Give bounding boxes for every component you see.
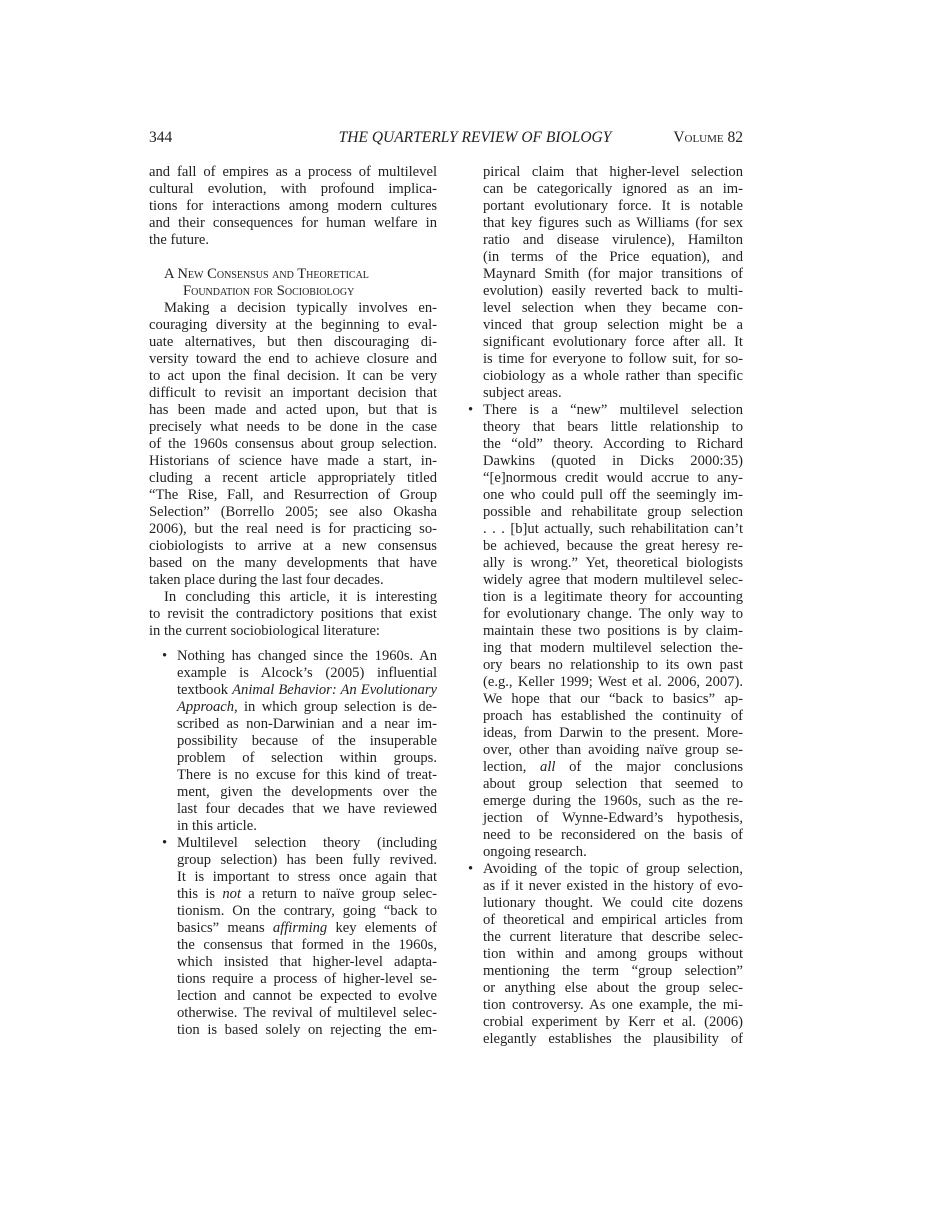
bullet-icon: • <box>468 402 474 418</box>
page-number: 344 <box>149 129 173 146</box>
bullet-icon: • <box>162 648 168 664</box>
left-column <box>149 164 437 1039</box>
journal-title: THE QUARTERLY REVIEW OF BIOLOGY <box>338 129 612 146</box>
list-item: • Multilevel selection theory (including group selection) has been fully revived. It is important to stress once again that this is not a return to naïve group selec- tionism. On the contrary, going “back to basics” means affirming key elements of the consensus that formed in the 1960s, which insisted that higher-level adapta- tions require a process of higher-level se- lection and cannot be expected to evolve otherwise. The revival of multilevel selec- tion is based solely on rejecting the em- <box>162 835 437 1038</box>
paragraph-continued: and fall of empires as a process of multilevel cultural evolution, with profound implica- tions for interactions among modern cultures and their consequences for human welfare in the future. <box>149 164 437 248</box>
volume-label: Volume 82 <box>673 129 743 146</box>
list-item-continued: pirical claim that higher-level selection can be categorically ignored as an im- portant evolutionary force. It is notable that key figures such as Williams (for sex ratio and disease virulence), Hamilton (in terms of the Price equation), and Maynard Smith (for major transitions of evolution) easily reverted back to multi- level selection when they became con- vinced that group selection might be a significant evolutionary force after all. It is time for everyone to follow suit, for so- ciobiology as a whole rather than specific subject areas. <box>483 164 743 401</box>
right-column <box>455 164 743 1048</box>
paragraph-concluding: In concluding this article, it is interesting to revisit the contradictory positions that exist in the current sociobiological literature: <box>149 589 437 639</box>
bullet-icon: • <box>162 835 168 851</box>
list-item: • Nothing has changed since the 1960s. An example is Alcock’s (2005) influential textbook Animal Behavior: An Evolutionary Approach, in which group selection is de- scribed as non-Darwinian and a near im- possibility because of the insuperable problem of selection within groups. There is no excuse for this kind of treat- ment, given the developments over the last four decades that we have reviewed in this article. <box>162 648 437 834</box>
bullet-icon: • <box>468 861 474 877</box>
list-item: • Avoiding of the topic of group selection, as if it never existed in the history of evo- lutionary thought. We could cite dozens of theoretical and empirical articles from the current literature that describe selec- tion within and among groups without mentioning the term “group selection” or anything else about the group selec- tion controversy. As one example, the mi- crobial experiment by Kerr et al. (2006) elegantly establishes the plausibility of <box>468 861 743 1047</box>
paragraph-decision: Making a decision typically involves en- couraging diversity at the beginning to eval- uate alternatives, but then discouraging di- versity toward the end to achieve closure and to act upon the final decision. It can be very difficult to revisit an important decision that has been made and acted upon, but that is precisely what needs to be done in the case of the 1960s consensus about group selection. Historians of science have made a start, in- cluding a recent article appropriately titled “The Rise, Fall, and Resurrection of Group Selection” (Borrello 2005; see also Okasha 2006), but the real need is for practicing so- ciobiologists to arrive at a new consensus based on the many developments that have taken place during the last four decades. <box>149 300 437 588</box>
section-heading: A New Consensus and Theoretical Foundation for Sociobiology <box>164 266 369 299</box>
list-item: • There is a “new” multilevel selection theory that bears little relationship to the “old” theory. According to Richard Dawkins (quoted in Dicks 2000:35) “[e]normous credit would accrue to any- one who could pull off the seemingly im- possible and rehabilitate group selection . . . [b]ut actually, such rehabilitation can’t be achieved, because the great heresy re- ally is wrong.” Yet, theoretical biologists widely agree that modern multilevel selec- tion is a legitimate theory for accounting for evolutionary change. The only way to maintain these two positions is by claim- ing that modern multilevel selection the- ory bears no relationship to its own past (e.g., Keller 1999; West et al. 2006, 2007). We hope that our “back to basics” ap- proach has established the continuity of ideas, from Darwin to the present. More- over, other than avoiding naïve group se- lection, all of the major conclusions about group selection that seemed to emerge during the 1960s, such as the re- jection of Wynne-Edward’s hypothesis, need to be reconsidered on the basis of ongoing research. <box>468 402 744 860</box>
